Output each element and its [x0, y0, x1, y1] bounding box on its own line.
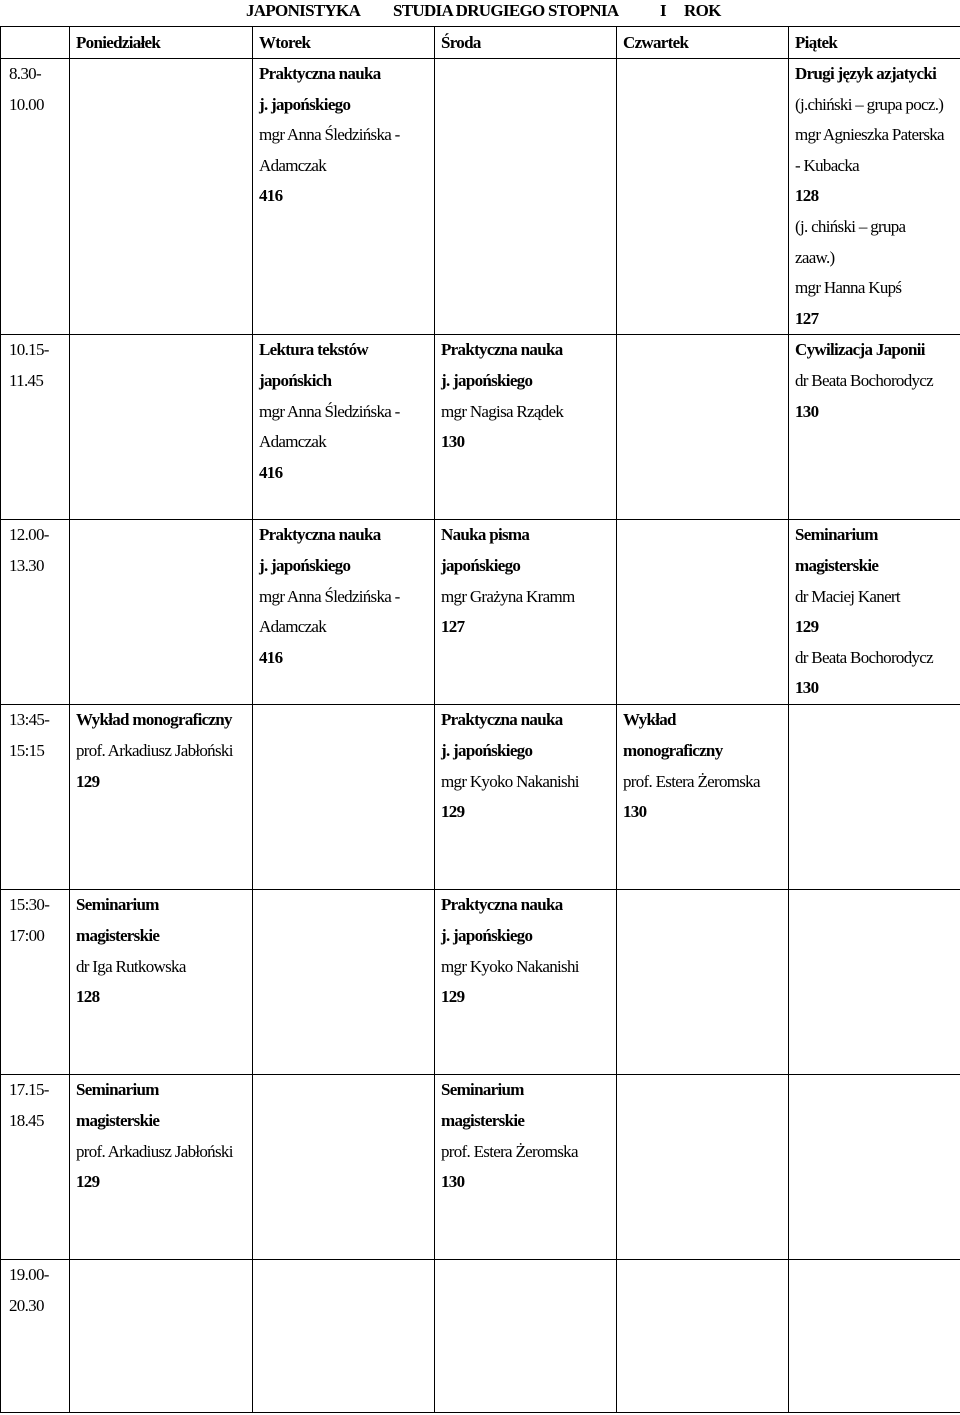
class-title-text: japońskiego — [441, 555, 521, 575]
class-title-text: 416 — [259, 186, 283, 206]
class-title-text: 130 — [795, 678, 819, 698]
class-cell — [70, 1075, 253, 1260]
time-cell — [1, 335, 70, 520]
class-title-text: 130 — [441, 432, 465, 452]
time-text: 11.45 — [9, 370, 44, 390]
class-detail-text: dr Beata Bochorodycz — [795, 647, 933, 667]
class-cell — [253, 1260, 435, 1413]
time-text: 18.45 — [9, 1110, 44, 1130]
title-year-number: I — [660, 1, 666, 20]
class-cell — [253, 335, 435, 520]
class-title-text: Praktyczna nauka — [441, 710, 563, 730]
class-cell — [253, 520, 435, 705]
day-header-cell: Czwartek — [617, 27, 789, 59]
day-header-row — [1, 27, 960, 59]
class-detail-text: dr Iga Rutkowska — [76, 956, 186, 976]
class-title-text: Praktyczna nauka — [441, 895, 563, 915]
class-title-text: 129 — [795, 617, 819, 637]
class-detail-text: dr Maciej Kanert — [795, 586, 900, 606]
class-cell — [435, 59, 617, 335]
day-header-cell: Środa — [435, 27, 617, 59]
class-title-text: Lektura tekstów — [259, 340, 368, 360]
time-text: 15:15 — [9, 740, 45, 760]
time-text: 13.30 — [9, 555, 44, 575]
class-cell — [617, 705, 789, 890]
time-cell — [1, 1260, 70, 1413]
class-title-text: Wykład monograficzny — [76, 710, 232, 730]
day-header-cell: Piątek — [789, 27, 960, 59]
class-title-text: monograficzny — [623, 740, 723, 760]
class-title-text: Seminarium — [76, 895, 159, 915]
class-cell — [617, 890, 789, 1075]
class-cell — [70, 335, 253, 520]
class-cell — [617, 1075, 789, 1260]
schedule-table — [0, 26, 960, 1413]
class-title-text: Seminarium — [76, 1080, 159, 1100]
title-program: JAPONISTYKA — [246, 1, 361, 20]
class-title-text: Nauka pisma — [441, 525, 530, 545]
class-title-text: 416 — [259, 462, 283, 482]
class-cell — [70, 520, 253, 705]
class-title-text: 129 — [76, 771, 100, 791]
class-title-text: j. japońskiego — [441, 925, 533, 945]
class-cell — [435, 335, 617, 520]
class-cell — [617, 1260, 789, 1413]
class-title-text: j. japońskiego — [259, 555, 351, 575]
time-cell — [1, 890, 70, 1075]
time-header-cell — [1, 27, 70, 59]
class-title-text: 130 — [795, 401, 819, 421]
time-text: 17.15- — [9, 1080, 49, 1100]
class-cell — [789, 1260, 960, 1413]
class-cell — [789, 705, 960, 890]
class-title-text: Cywilizacja Japonii — [795, 340, 925, 360]
time-slot-row — [1, 520, 960, 705]
class-cell — [435, 1260, 617, 1413]
class-cell — [617, 59, 789, 335]
time-slot-row — [1, 59, 960, 335]
time-slot-row — [1, 1075, 960, 1260]
class-cell — [789, 59, 960, 335]
class-title-text: Drugi język azjatycki — [795, 64, 937, 83]
class-title-text: 130 — [441, 1172, 465, 1192]
class-cell — [253, 890, 435, 1075]
day-header-cell: Poniedziałek — [70, 27, 253, 59]
time-cell — [1, 59, 70, 335]
class-detail-text: (j.chiński – grupa pocz.) — [795, 94, 944, 114]
class-title-text: magisterskie — [76, 925, 160, 945]
class-title-text: 128 — [795, 186, 819, 206]
class-title-text: j. japońskiego — [441, 740, 533, 760]
time-text: 15:30- — [9, 895, 50, 915]
time-slot-row — [1, 890, 960, 1075]
time-slot-row — [1, 335, 960, 520]
class-detail-text: mgr Hanna Kupś — [795, 278, 902, 298]
class-title-text: j. japońskiego — [441, 370, 533, 390]
time-text: 20.30 — [9, 1295, 44, 1315]
class-detail-text: Adamczak — [259, 155, 327, 175]
class-detail-text: mgr Grażyna Kramm — [441, 586, 575, 606]
class-detail-text: zaaw.) — [795, 247, 835, 267]
class-title-text: Praktyczna nauka — [259, 525, 381, 545]
class-cell — [253, 59, 435, 335]
class-title-text: j. japońskiego — [259, 94, 351, 114]
class-title-text: 416 — [259, 647, 283, 667]
class-title-text: magisterskie — [795, 555, 879, 575]
page-title — [0, 0, 960, 26]
class-detail-text: (j. chiński – grupa — [795, 216, 906, 236]
class-cell — [435, 890, 617, 1075]
class-cell — [253, 705, 435, 890]
time-text: 8.30- — [9, 64, 41, 83]
class-cell — [435, 1075, 617, 1260]
class-title-text: Wykład — [623, 710, 676, 730]
class-detail-text: mgr Anna Śledzińska - — [259, 586, 400, 606]
class-cell — [617, 335, 789, 520]
class-title-text: japońskich — [259, 370, 332, 390]
class-title-text: Seminarium — [795, 525, 878, 545]
class-cell — [70, 705, 253, 890]
class-detail-text: mgr Kyoko Nakanishi — [441, 956, 579, 976]
time-slot-row — [1, 705, 960, 890]
class-title-text: 130 — [623, 802, 647, 822]
class-cell — [70, 59, 253, 335]
class-title-text: Seminarium — [441, 1080, 524, 1100]
class-detail-text: mgr Anna Śledzińska - — [259, 401, 400, 421]
class-detail-text: mgr Agnieszka Paterska — [795, 125, 944, 145]
class-cell — [789, 890, 960, 1075]
day-header-cell: Wtorek — [253, 27, 435, 59]
time-slot-row — [1, 1260, 960, 1413]
title-level: STUDIA DRUGIEGO STOPNIA — [393, 1, 619, 20]
class-detail-text: - Kubacka — [795, 155, 860, 175]
class-detail-text: prof. Estera Żeromska — [441, 1141, 578, 1161]
schedule-body — [1, 59, 960, 1413]
class-detail-text: mgr Anna Śledzińska - — [259, 125, 400, 145]
class-title-text: Praktyczna nauka — [259, 64, 381, 83]
class-cell — [617, 520, 789, 705]
class-title-text: 127 — [441, 617, 465, 637]
time-text: 19.00- — [9, 1265, 49, 1285]
class-title-text: 127 — [795, 308, 819, 328]
class-detail-text: Adamczak — [259, 432, 327, 452]
time-text: 13:45- — [9, 710, 50, 730]
class-detail-text: dr Beata Bochorodycz — [795, 370, 933, 390]
class-detail-text: prof. Arkadiusz Jabłoński — [76, 1141, 233, 1161]
title-year-label: ROK — [684, 1, 721, 20]
time-text: 10.15- — [9, 340, 49, 360]
class-cell — [70, 1260, 253, 1413]
class-cell — [789, 520, 960, 705]
time-cell — [1, 520, 70, 705]
time-text: 12.00- — [9, 525, 49, 545]
class-detail-text: Adamczak — [259, 617, 327, 637]
class-title-text: magisterskie — [441, 1110, 525, 1130]
class-title-text: 129 — [441, 987, 465, 1007]
class-detail-text: mgr Nagisa Rządek — [441, 401, 564, 421]
time-text: 17:00 — [9, 925, 45, 945]
class-cell — [435, 705, 617, 890]
class-cell — [253, 1075, 435, 1260]
class-detail-text: mgr Kyoko Nakanishi — [441, 771, 579, 791]
class-detail-text: prof. Arkadiusz Jabłoński — [76, 740, 233, 760]
time-text: 10.00 — [9, 94, 44, 114]
time-cell — [1, 705, 70, 890]
class-title-text: 128 — [76, 987, 100, 1007]
class-cell — [789, 1075, 960, 1260]
class-title-text: 129 — [441, 802, 465, 822]
class-title-text: 129 — [76, 1172, 100, 1192]
class-title-text: Praktyczna nauka — [441, 340, 563, 360]
class-cell — [435, 520, 617, 705]
class-title-text: magisterskie — [76, 1110, 160, 1130]
time-cell — [1, 1075, 70, 1260]
class-cell — [789, 335, 960, 520]
class-detail-text: prof. Estera Żeromska — [623, 771, 760, 791]
class-cell — [70, 890, 253, 1075]
